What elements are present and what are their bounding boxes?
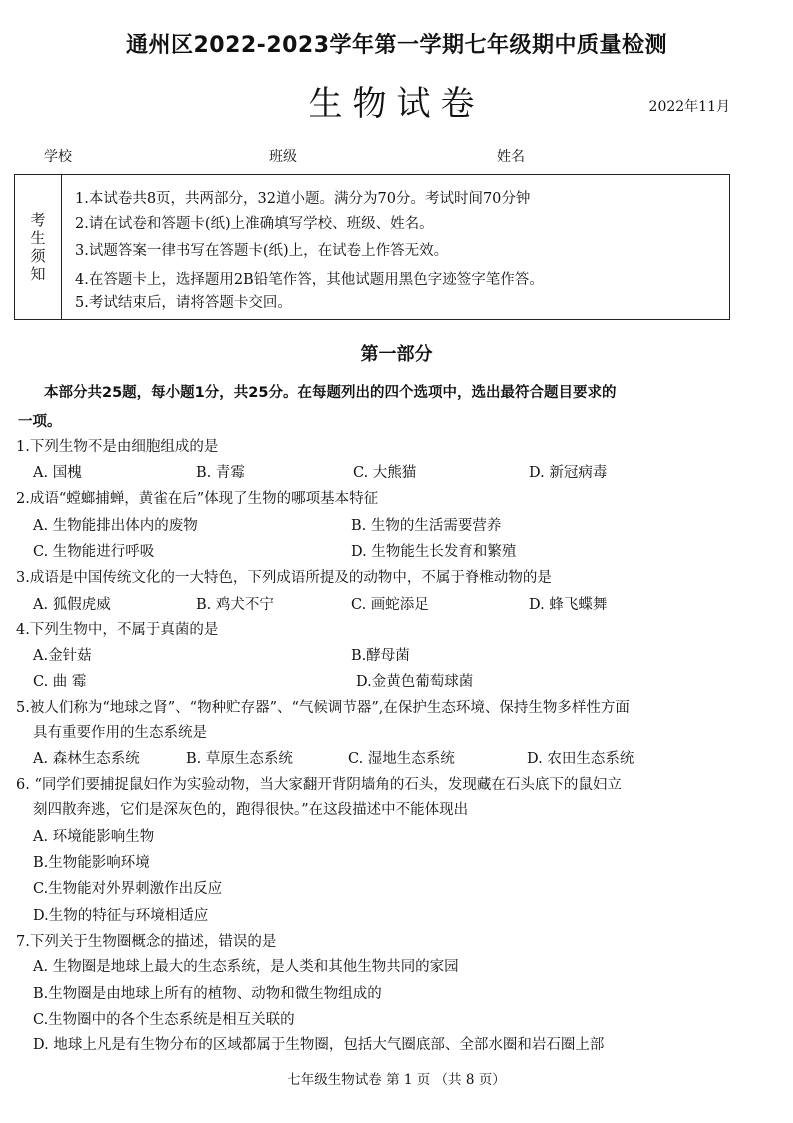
exam-subtitle: 生物试卷 — [308, 84, 485, 124]
question-stem: 3.成语是中国传统文化的一大特色，下列成语所提及的动物中，不属于脊椎动物的是 — [16, 570, 552, 586]
notice-item: 4.在答题卡上，选择题用2B铅笔作答，其他试题用黑色字迹签字笔作答。 — [75, 272, 544, 288]
name-field-label: 姓名 — [497, 149, 525, 165]
option-c: C. 生物能进行呼吸 — [33, 544, 155, 560]
exam-title: 通州区2022-2023学年第一学期七年级期中质量检测 — [125, 33, 668, 58]
option-d: D. 新冠病毒 — [529, 465, 608, 481]
option-b: B. 生物的生活需要营养 — [351, 518, 502, 534]
notice-item: 1.本试卷共8页，共两部分，32道小题。满分为70分。考试时间70分钟 — [75, 191, 531, 207]
question-stem: 2.成语“螳螂捕蝉，黄雀在后”体现了生物的哪项基本特征 — [16, 491, 379, 507]
option-b: B.生物能影响环境 — [33, 855, 150, 871]
option-c: C.生物能对外界刺激作出反应 — [33, 881, 223, 897]
option-d: D. 地球上凡是有生物分布的区域都属于生物圈，包括大气圈底部、全部水圈和岩石圈上部 — [33, 1037, 605, 1053]
class-field-label: 班级 — [269, 149, 297, 165]
notice-item: 5.考试结束后，请将答题卡交回。 — [75, 295, 292, 311]
option-d: D. 生物能生长发育和繁殖 — [351, 544, 517, 560]
question-stem: 1.下列生物不是由细胞组成的是 — [16, 439, 219, 455]
question-stem: 7.下列关于生物圈概念的描述，错误的是 — [16, 934, 277, 950]
option-c: C. 湿地生态系统 — [348, 751, 455, 767]
option-d: D.金黄色葡萄球菌 — [356, 674, 474, 690]
part-title: 第一部分 — [360, 344, 433, 365]
exam-date: 2022年11月 — [648, 99, 730, 115]
notice-label-cell — [15, 175, 62, 319]
question-stem: 4.下列生物中，不属于真菌的是 — [16, 622, 219, 638]
option-a: A. 生物能排出体内的废物 — [33, 518, 198, 534]
part-intro-line2: 一项。 — [18, 414, 62, 430]
option-d: D.生物的特征与环境相适应 — [33, 908, 209, 924]
school-field-label: 学校 — [44, 149, 72, 165]
notice-item: 3.试题答案一律书写在答题卡(纸)上，在试卷上作答无效。 — [75, 243, 449, 259]
option-a: A. 环境能影响生物 — [33, 829, 155, 845]
option-c: C. 大熊猫 — [353, 465, 417, 481]
option-d: D. 蜂飞蝶舞 — [529, 597, 608, 613]
part-intro-line1: 本部分共25题，每小题1分，共25分。在每题列出的四个选项中，选出最符合题目要求的 — [44, 385, 617, 401]
question-stem-continued: 刻四散奔逃，它们是深灰色的，跑得很快。”在这段描述中不能体现出 — [33, 802, 469, 818]
option-c: C. 曲 霉 — [33, 674, 87, 690]
question-stem-continued: 具有重要作用的生态系统是 — [33, 725, 207, 741]
option-b: B. 青霉 — [196, 465, 245, 481]
option-a: A. 生物圈是地球上最大的生态系统，是人类和其他生物共同的家园 — [33, 959, 459, 975]
option-b: B.酵母菌 — [351, 648, 410, 664]
option-c: C.生物圈中的各个生态系统是相互关联的 — [33, 1012, 295, 1028]
option-a: A. 森林生态系统 — [33, 751, 140, 767]
page-footer: 七年级生物试卷 第 1 页 （共 8 页） — [287, 1072, 506, 1088]
notice-box — [14, 174, 730, 320]
option-b: B. 鸡犬不宁 — [196, 597, 274, 613]
notice-item: 2.请在试卷和答题卡(纸)上准确填写学校、班级、姓名。 — [75, 216, 434, 232]
option-a: A. 狐假虎威 — [33, 597, 111, 613]
option-b: B.生物圈是由地球上所有的植物、动物和微生物组成的 — [33, 986, 382, 1002]
question-stem: 6. “同学们要捕捉鼠妇作为实验动物，当大家翻开背阴墙角的石头，发现藏在石头底下的鼠妇立 — [16, 777, 622, 793]
notice-label: 考生须知 — [30, 211, 46, 283]
option-b: B. 草原生态系统 — [186, 751, 293, 767]
option-d: D. 农田生态系统 — [527, 751, 635, 767]
question-stem: 5.被人们称为“地球之肾”、“物种贮存器”、“气候调节器”,在保护生态环境、保持生物多样性方面 — [16, 700, 630, 716]
option-a: A.金针菇 — [33, 648, 92, 664]
option-a: A. 国槐 — [33, 465, 82, 481]
option-c: C. 画蛇添足 — [351, 597, 429, 613]
